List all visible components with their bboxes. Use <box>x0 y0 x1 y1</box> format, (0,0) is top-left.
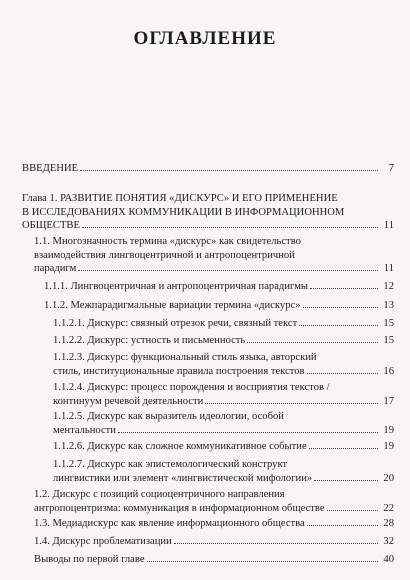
toc-entry-line: парадигм <box>34 263 77 275</box>
dot-leader <box>80 170 378 171</box>
page-number: 22 <box>383 502 394 514</box>
dot-leader <box>174 543 378 544</box>
page-number: 17 <box>383 395 394 407</box>
toc-entry-line: 1.1.1. Лингвоцентричная и антропоцентричная парадигмы <box>44 281 309 292</box>
toc-entry-line: В ИССЛЕДОВАНИЯХ КОММУНИКАЦИИ В ИНФОРМАЦИОННОМ <box>22 206 345 218</box>
toc-entry-line: стиль, институциональные правила построения текстов <box>53 365 305 377</box>
toc-entry-line: 1.4. Дискурс проблематизации <box>34 536 172 547</box>
toc-entry-line: континуум речевой деятельности <box>53 395 204 407</box>
toc-entry[interactable] <box>44 280 394 294</box>
dot-leader <box>307 373 378 374</box>
page-number: 15 <box>383 335 394 346</box>
page-number: 12 <box>383 281 394 292</box>
toc-entry[interactable] <box>22 162 394 176</box>
dot-leader <box>307 525 378 526</box>
toc-entry[interactable] <box>53 334 394 348</box>
toc-entry-line: антропоцентризма: коммуникация в информационном обществе <box>34 502 325 514</box>
page-number: 13 <box>383 300 394 311</box>
toc-entry-line: 1.1.2.6. Дискурс как сложное коммуникативное событие <box>53 441 307 452</box>
toc-entry-line: 1.3. Медиадискурс как явление информационного общества <box>34 518 305 529</box>
toc-entry[interactable] <box>34 535 394 549</box>
toc-entry-line: взаимодействия лингвоцентричной и антропоцентричной <box>34 249 295 261</box>
toc-entry-line: 1.1.2.2. Дискурс: устность и письменность <box>53 335 246 346</box>
toc-entry[interactable] <box>22 192 394 233</box>
dot-leader <box>309 448 378 449</box>
page-number: 15 <box>383 318 394 329</box>
page-title: ОГЛАВЛЕНИЕ <box>133 28 277 49</box>
page-number: 7 <box>388 163 394 174</box>
dot-leader <box>299 325 378 326</box>
toc-entry-line: 1.1.2.3. Дискурс: функциональный стиль языка, авторский <box>53 352 317 363</box>
toc-entry[interactable] <box>34 517 394 531</box>
dot-leader <box>314 480 378 481</box>
dot-leader <box>118 432 378 433</box>
toc-entry[interactable] <box>34 488 394 515</box>
toc-entry[interactable] <box>34 553 394 567</box>
toc-entry-line: 1.1.2.4. Дискурс: процесс порождения и восприятия текстов / <box>53 382 330 393</box>
page-number: 20 <box>383 472 394 484</box>
toc-entry[interactable] <box>53 410 394 437</box>
dot-leader <box>205 403 378 404</box>
toc-entry-line: ментальности <box>53 424 116 436</box>
page-number: 16 <box>383 365 394 377</box>
page-number: 11 <box>383 263 394 275</box>
toc-entry-line: 1.2. Дискурс с позиций социоцентричного направления <box>34 489 285 500</box>
toc-entry[interactable] <box>53 351 394 378</box>
toc-entry-line: ОБЩЕСТВЕ <box>22 220 80 232</box>
toc-entry-line: 1.1.2.5. Дискурс как выразитель идеологии, особой <box>53 411 284 422</box>
page-number: 28 <box>383 518 394 529</box>
page-number: 32 <box>383 536 394 547</box>
toc-entry-line: 1.1.2.1. Дискурс: связный отрезок речи, связный текст <box>53 318 298 329</box>
toc-entry-line: Выводы по первой главе <box>34 554 145 565</box>
toc-entry-line: 1.1. Многозначность термина «дискурс» как свидетельство <box>34 236 301 247</box>
page-number: 40 <box>383 554 394 565</box>
toc-entry-line: 1.1.2. Межпарадигмальные вариации термина «дискурс» <box>44 300 301 311</box>
toc-entry[interactable] <box>34 235 394 276</box>
toc-entry-line: 1.1.2.7. Дискурс как эпистемологический конструкт <box>53 459 288 470</box>
dot-leader <box>303 307 379 308</box>
toc-entry[interactable] <box>53 458 394 485</box>
page-number: 11 <box>383 220 394 232</box>
toc-entry-line: лингвистики или элемент «лингвистической мифологии» <box>53 472 313 484</box>
toc-entry[interactable] <box>44 299 394 313</box>
dot-leader <box>327 510 378 511</box>
toc-entry[interactable] <box>53 440 394 454</box>
dot-leader <box>147 561 378 562</box>
page-number: 19 <box>383 424 394 436</box>
dot-leader <box>78 270 378 271</box>
dot-leader <box>247 342 378 343</box>
page-number: 19 <box>383 441 394 452</box>
dot-leader <box>310 288 378 289</box>
toc-entry-line: Глава 1. РАЗВИТИЕ ПОНЯТИЯ «ДИСКУРС» И ЕГО ПРИМЕНЕНИЕ <box>22 193 338 204</box>
dot-leader <box>82 227 378 228</box>
toc-entry[interactable] <box>53 381 394 408</box>
toc-entry[interactable] <box>53 317 394 331</box>
toc-entry-line: ВВЕДЕНИЕ <box>22 163 79 174</box>
